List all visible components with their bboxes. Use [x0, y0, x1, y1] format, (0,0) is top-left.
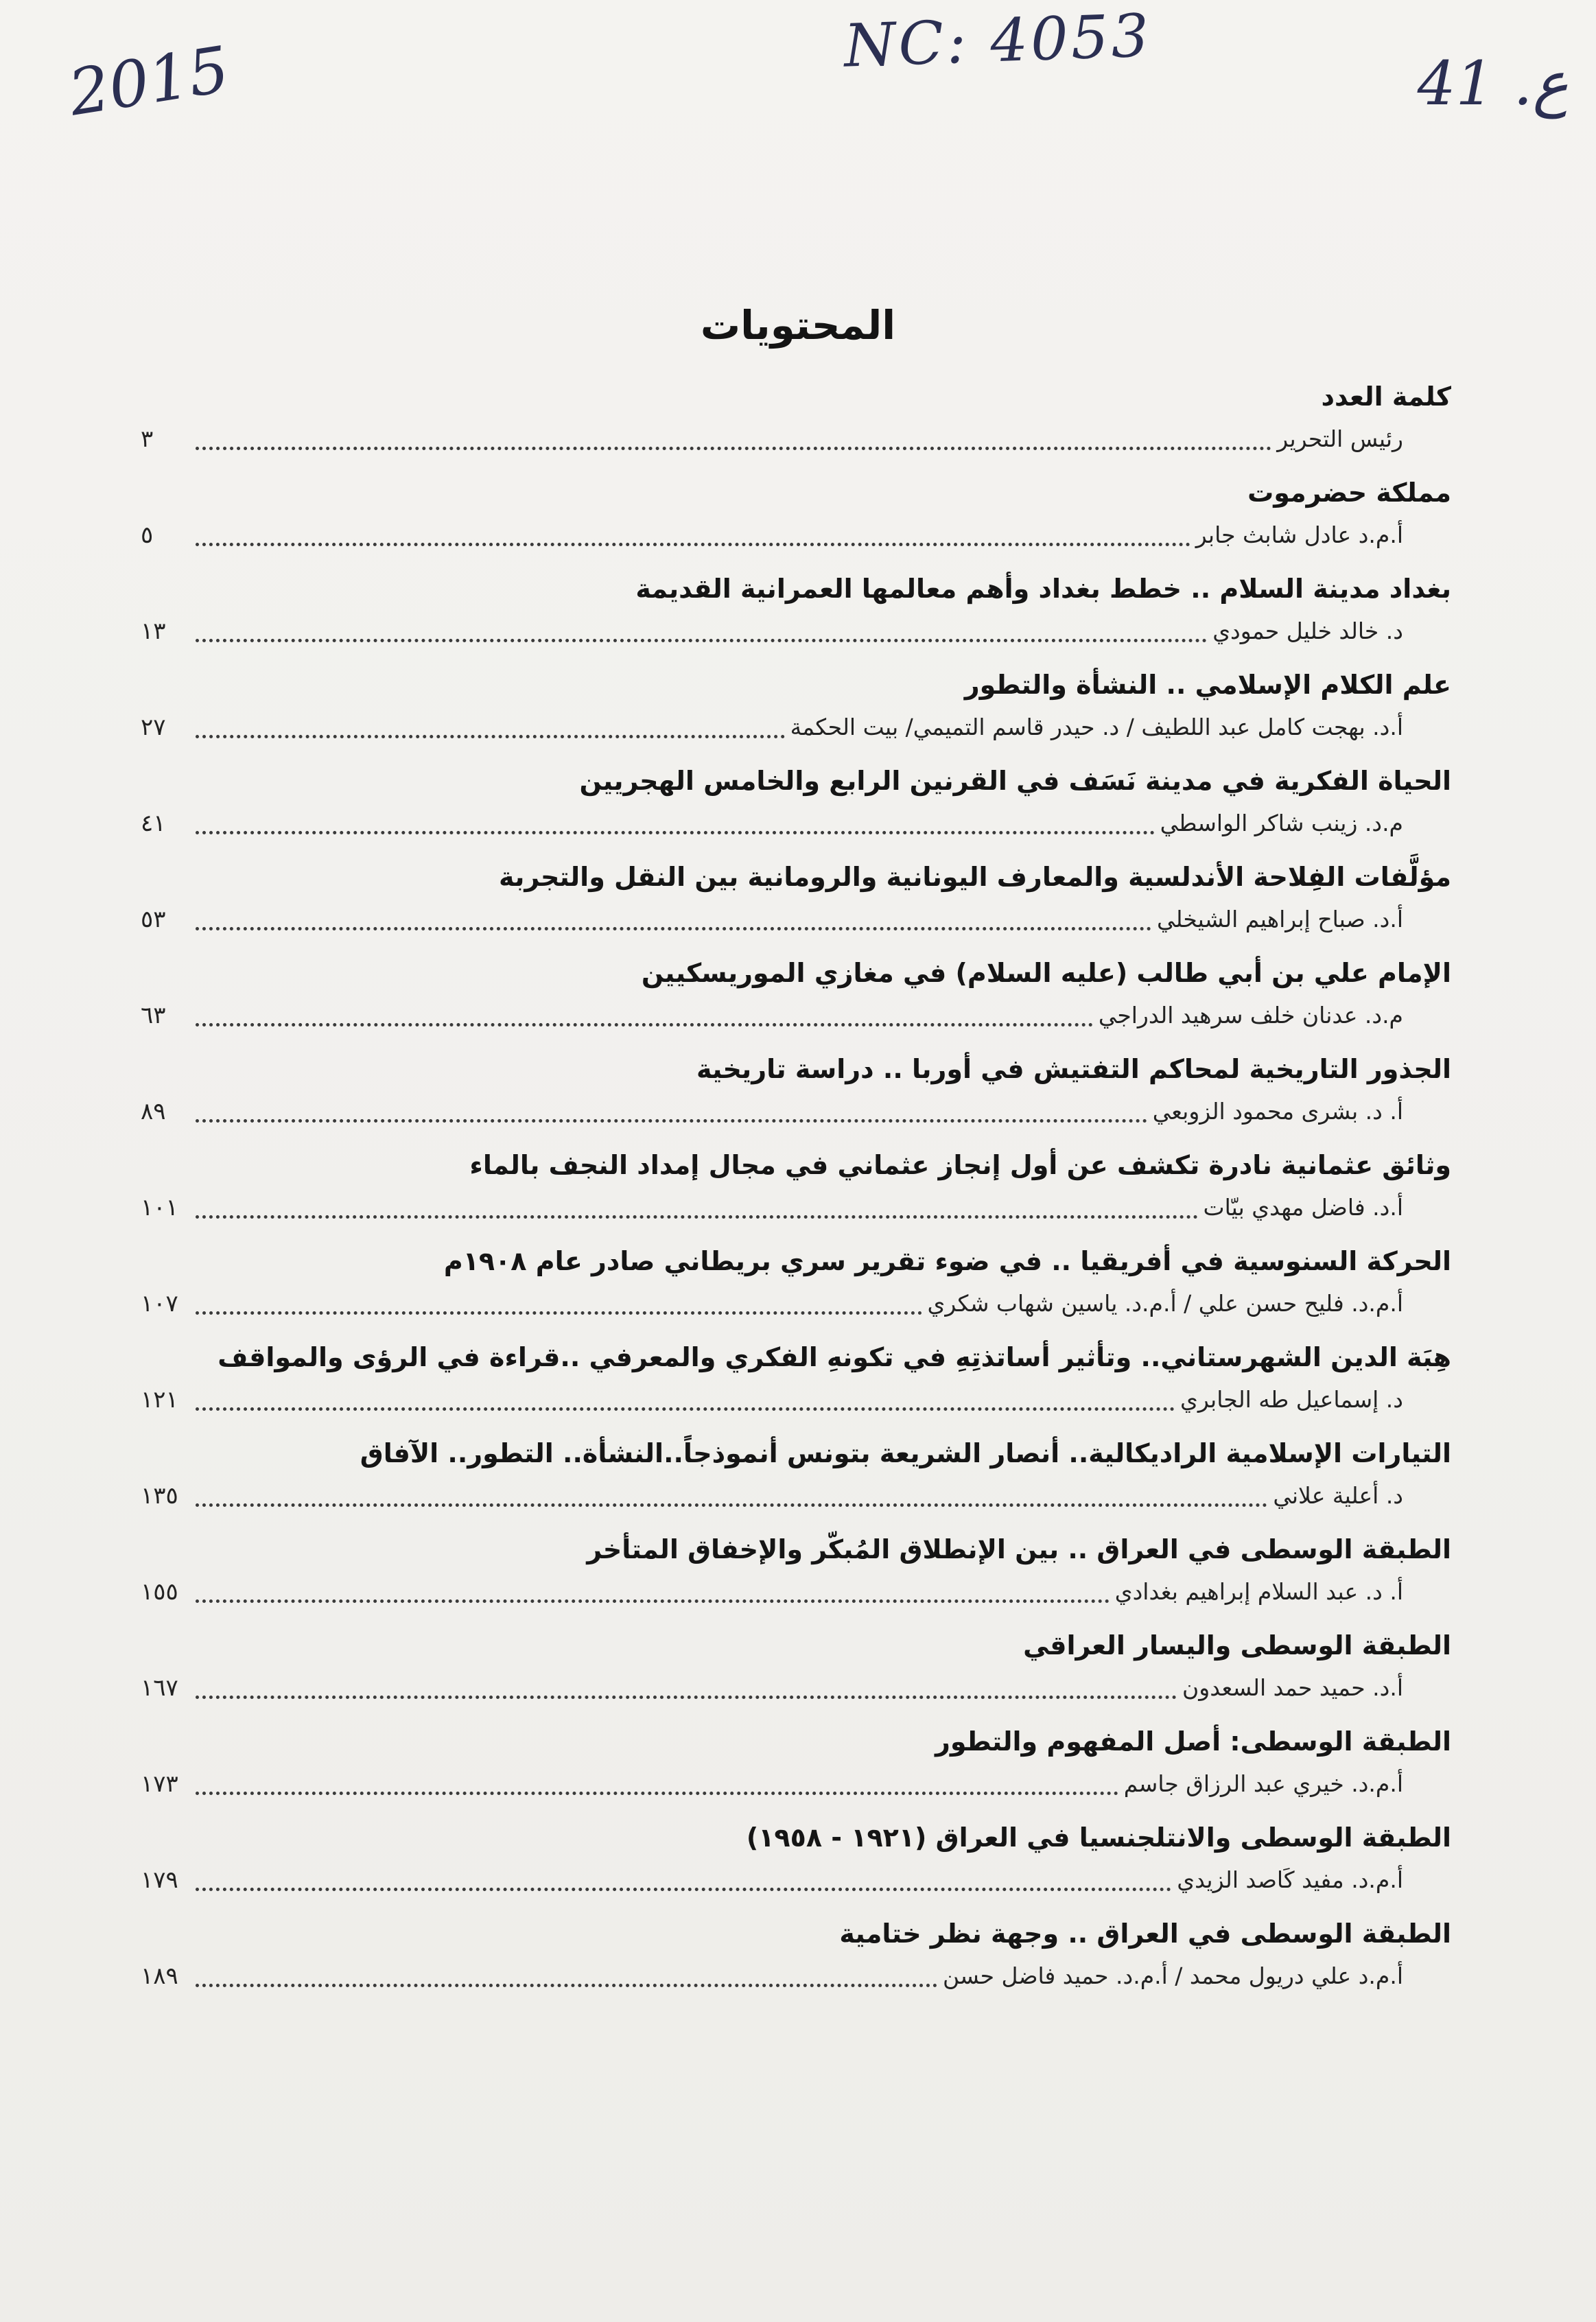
- entry-author: د. إسماعيل طه الجابري: [1180, 1386, 1403, 1413]
- entry-row: [141, 1477, 1403, 1515]
- entry-title: وثائق عثمانية نادرة تكشف عن أول إنجاز عثماني في مجال إمداد النجف بالماء: [469, 1150, 1451, 1180]
- entry-author: أ.م.د. مفيد كَاصد الزيدي: [1177, 1866, 1403, 1893]
- entry-row: [141, 516, 1403, 554]
- toc-entry: [141, 952, 1451, 1048]
- toc-entry: [141, 1625, 1451, 1721]
- entry-title: كلمة العدد: [1321, 382, 1451, 412]
- entry-row: [141, 900, 1403, 939]
- entry-page-number: ١٣٥: [141, 1482, 178, 1510]
- entry-title: الطبقة الوسطى في العراق .. وجهة نظر ختامية: [839, 1919, 1451, 1949]
- toc-title: المحتويات: [700, 302, 896, 349]
- toc-list: [141, 376, 1451, 2009]
- entry-row: [141, 1861, 1403, 1899]
- entry-author: أ. د. عبد السلام إبراهيم بغدادي: [1114, 1578, 1403, 1605]
- entry-title: الجذور التاريخية لمحاكم التفتيش في أوربا .. دراسة تاريخية: [696, 1054, 1451, 1084]
- dot-leader: [196, 1311, 922, 1315]
- dot-leader: [196, 447, 1271, 450]
- entry-author: د. أعلية علاني: [1273, 1482, 1403, 1509]
- dot-leader: [196, 1696, 1177, 1699]
- dot-leader: [196, 735, 785, 738]
- entry-author: أ.م.د. فليح حسن علي / أ.م.د. ياسين شهاب شكري: [927, 1290, 1403, 1317]
- entry-row: [141, 612, 1403, 650]
- toc-entry: [141, 1145, 1451, 1241]
- entry-page-number: ٥: [141, 521, 154, 549]
- entry-page-number: ٦٣: [141, 1002, 166, 1029]
- entry-page-number: ٤١: [141, 810, 166, 837]
- entry-page-number: ١٦٧: [141, 1674, 178, 1702]
- entry-page-number: ١٠٧: [141, 1290, 178, 1317]
- entry-title: الطبقة الوسطى في العراق .. بين الإنطلاق المُبكّر والإخفاق المتأخر: [587, 1534, 1451, 1564]
- toc-entry: [141, 1337, 1451, 1433]
- entry-page-number: ١٧٣: [141, 1770, 178, 1798]
- dot-leader: [196, 1503, 1267, 1507]
- entry-title: هِبَة الدين الشهرستاني.. وتأثير أساتذتِهِ في تكونهِ الفكري والمعرفي ..قراءة في الرؤى والمواقف: [218, 1342, 1451, 1372]
- toc-entry: [141, 1433, 1451, 1529]
- entry-page-number: ٥٣: [141, 906, 166, 933]
- entry-row: [141, 1285, 1403, 1323]
- entry-row: [141, 708, 1403, 747]
- toc-entry: [141, 376, 1451, 472]
- dot-leader: [196, 927, 1151, 930]
- handwritten-catalog-code: NC: 4053: [843, 1, 1153, 81]
- entry-title: الحركة السنوسية في أفريقيا .. في ضوء تقرير سري بريطاني صادر عام ١٩٠٨م: [443, 1246, 1451, 1276]
- toc-entry: [141, 1048, 1451, 1145]
- toc-entry: [141, 472, 1451, 568]
- entry-row: [141, 1669, 1403, 1707]
- dot-leader: [196, 1792, 1118, 1795]
- entry-title: الطبقة الوسطى واليسار العراقي: [1023, 1630, 1451, 1661]
- entry-author: د. خالد خليل حمودي: [1212, 618, 1403, 644]
- dot-leader: [196, 831, 1155, 834]
- entry-author: أ.م.د. خيري عبد الرزاق جاسم: [1123, 1770, 1403, 1797]
- entry-title: الطبقة الوسطى: أصل المفهوم والتطور: [935, 1726, 1451, 1757]
- entry-author: أ. د. بشرى محمود الزوبعي: [1152, 1098, 1403, 1125]
- entry-page-number: ٨٩: [141, 1098, 166, 1125]
- entry-page-number: ٢٧: [141, 714, 166, 741]
- entry-author: أ.د. فاضل مهدي بيّات: [1203, 1194, 1403, 1221]
- dot-leader: [196, 543, 1190, 546]
- toc-entry: [141, 1529, 1451, 1625]
- entry-title: الحياة الفكرية في مدينة نَسَف في القرنين الرابع والخامس الهجريين: [579, 766, 1451, 796]
- entry-title: الإمام علي بن أبي طالب (عليه السلام) في مغازي الموريسكيين: [641, 958, 1451, 988]
- entry-row: [141, 1381, 1403, 1419]
- toc-entry: [141, 856, 1451, 952]
- dot-leader: [196, 1407, 1175, 1411]
- toc-entry: [141, 760, 1451, 856]
- entry-page-number: ١٣: [141, 618, 166, 645]
- entry-title: مملكة حضرموت: [1247, 478, 1451, 508]
- handwritten-issue-number: ع. 41: [1417, 48, 1569, 119]
- toc-entry: [141, 1913, 1451, 2009]
- entry-row: [141, 420, 1403, 458]
- toc-entry: [141, 664, 1451, 760]
- entry-author: أ.د. بهجت كامل عبد اللطيف / د. حيدر قاسم التميمي/ بيت الحكمة: [790, 714, 1403, 740]
- entry-author: أ.د. صباح إبراهيم الشيخلي: [1156, 906, 1403, 933]
- entry-page-number: ١٨٩: [141, 1962, 178, 1990]
- entry-title: التيارات الإسلامية الراديكالية.. أنصار الشريعة بتونس أنموذجاً..النشأة.. التطور.. الآفاق: [360, 1438, 1451, 1468]
- entry-page-number: ١٠١: [141, 1194, 178, 1221]
- entry-page-number: ١٥٥: [141, 1578, 178, 1606]
- entry-author: رئيس التحرير: [1277, 425, 1403, 452]
- dot-leader: [196, 1023, 1093, 1027]
- entry-author: م.د. عدنان خلف سرهيد الدراجي: [1098, 1002, 1403, 1029]
- entry-author: أ.د. حميد حمد السعدون: [1182, 1674, 1403, 1701]
- entry-author: أ.م.د عادل شابث جابر: [1195, 521, 1403, 548]
- toc-entry: [141, 568, 1451, 664]
- entry-row: [141, 1092, 1403, 1131]
- entry-title: الطبقة الوسطى والانتلجنسيا في العراق (١٩٢١ - ١٩٥٨): [746, 1822, 1451, 1853]
- dot-leader: [196, 1984, 937, 1987]
- dot-leader: [196, 1215, 1198, 1219]
- entry-row: [141, 804, 1403, 843]
- toc-entry: [141, 1817, 1451, 1913]
- dot-leader: [196, 639, 1207, 642]
- entry-page-number: ١٢١: [141, 1386, 178, 1414]
- entry-title: بغداد مدينة السلام .. خطط بغداد وأهم معالمها العمرانية القديمة: [635, 574, 1451, 604]
- entry-row: [141, 996, 1403, 1035]
- entry-row: [141, 1765, 1403, 1803]
- dot-leader: [196, 1599, 1110, 1603]
- entry-row: [141, 1957, 1403, 1995]
- entry-title: مؤلَّفات الفِلاحة الأندلسية والمعارف اليونانية والرومانية بين النقل والتجربة: [499, 862, 1451, 892]
- toc-entry: [141, 1241, 1451, 1337]
- dot-leader: [196, 1888, 1171, 1891]
- entry-author: أ.م.د علي دريول محمد / أ.م.د. حميد فاضل حسن: [943, 1962, 1403, 1989]
- entry-row: [141, 1188, 1403, 1227]
- dot-leader: [196, 1119, 1147, 1123]
- entry-page-number: ١٧٩: [141, 1866, 178, 1894]
- toc-entry: [141, 1721, 1451, 1817]
- entry-row: [141, 1573, 1403, 1611]
- entry-title: علم الكلام الإسلامي .. النشأة والتطور: [964, 670, 1451, 700]
- entry-page-number: ٣: [141, 425, 154, 453]
- handwritten-year: 2015: [64, 32, 235, 130]
- entry-author: م.د. زينب شاكر الواسطي: [1160, 810, 1403, 836]
